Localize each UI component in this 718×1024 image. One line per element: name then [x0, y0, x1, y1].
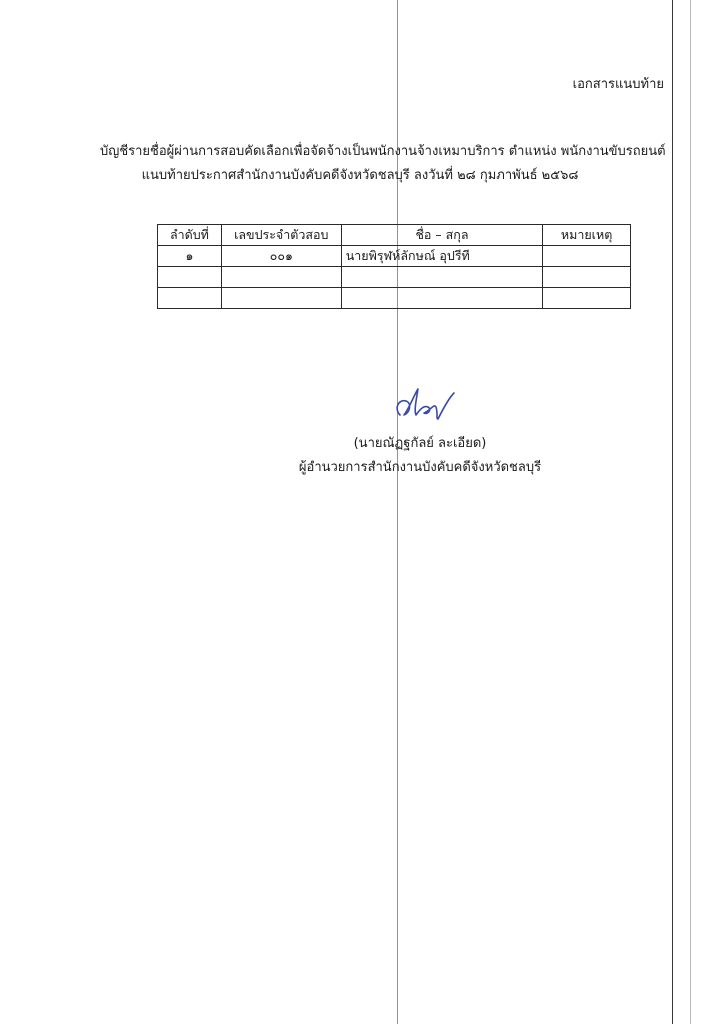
cell-remarks — [543, 267, 631, 288]
cell-order: ๑ — [158, 246, 222, 267]
cell-order — [158, 267, 222, 288]
cell-exam-id — [221, 288, 341, 309]
column-header-order: ลำดับที่ — [158, 225, 222, 246]
cell-remarks — [543, 246, 631, 267]
table-row — [158, 288, 631, 309]
results-table — [157, 224, 631, 309]
cell-full-name — [341, 288, 542, 309]
table-header-row — [158, 225, 631, 246]
table-row — [158, 246, 631, 267]
cell-exam-id: ๐๐๑ — [221, 246, 341, 267]
signer-title: ผู้อำนวยการสำนักงานบังคับคดีจังหวัดชลบุรี — [298, 460, 542, 475]
cell-full-name: นายพิรุฬห์ลักษณ์ อุปรีที — [341, 246, 542, 267]
document-heading-line-2: แนบท้ายประกาศสำนักงานบังคับคดีจังหวัดชลบุรี ลงวันที่ ๒๘ กุมภาพันธ์ ๒๕๖๘ — [141, 168, 579, 183]
column-header-exam-id: เลขประจำตัวสอบ — [221, 225, 341, 246]
cell-exam-id — [221, 267, 341, 288]
document-heading-line-1: บัญชีรายชื่อผู้ผ่านการสอบคัดเลือกเพื่อจัดจ้างเป็นพนักงานจ้างเหมาบริการ ตำแหน่ง พนักงานขับรถยนต์ — [100, 144, 666, 159]
signature-stroke — [397, 389, 454, 419]
signer-name: (นายณัฏฐกัลย์ ละเอียด) — [353, 436, 487, 451]
handwritten-signature — [392, 385, 458, 423]
column-header-full-name: ชื่อ – สกุล — [341, 225, 542, 246]
cell-remarks — [543, 288, 631, 309]
attachment-label: เอกสารแนบท้าย — [572, 77, 664, 92]
cell-order — [158, 288, 222, 309]
scan-edge-line-faint — [690, 0, 691, 1024]
table-row — [158, 267, 631, 288]
scan-edge-line — [672, 0, 673, 1024]
cell-full-name — [341, 267, 542, 288]
column-header-remarks: หมายเหตุ — [543, 225, 631, 246]
